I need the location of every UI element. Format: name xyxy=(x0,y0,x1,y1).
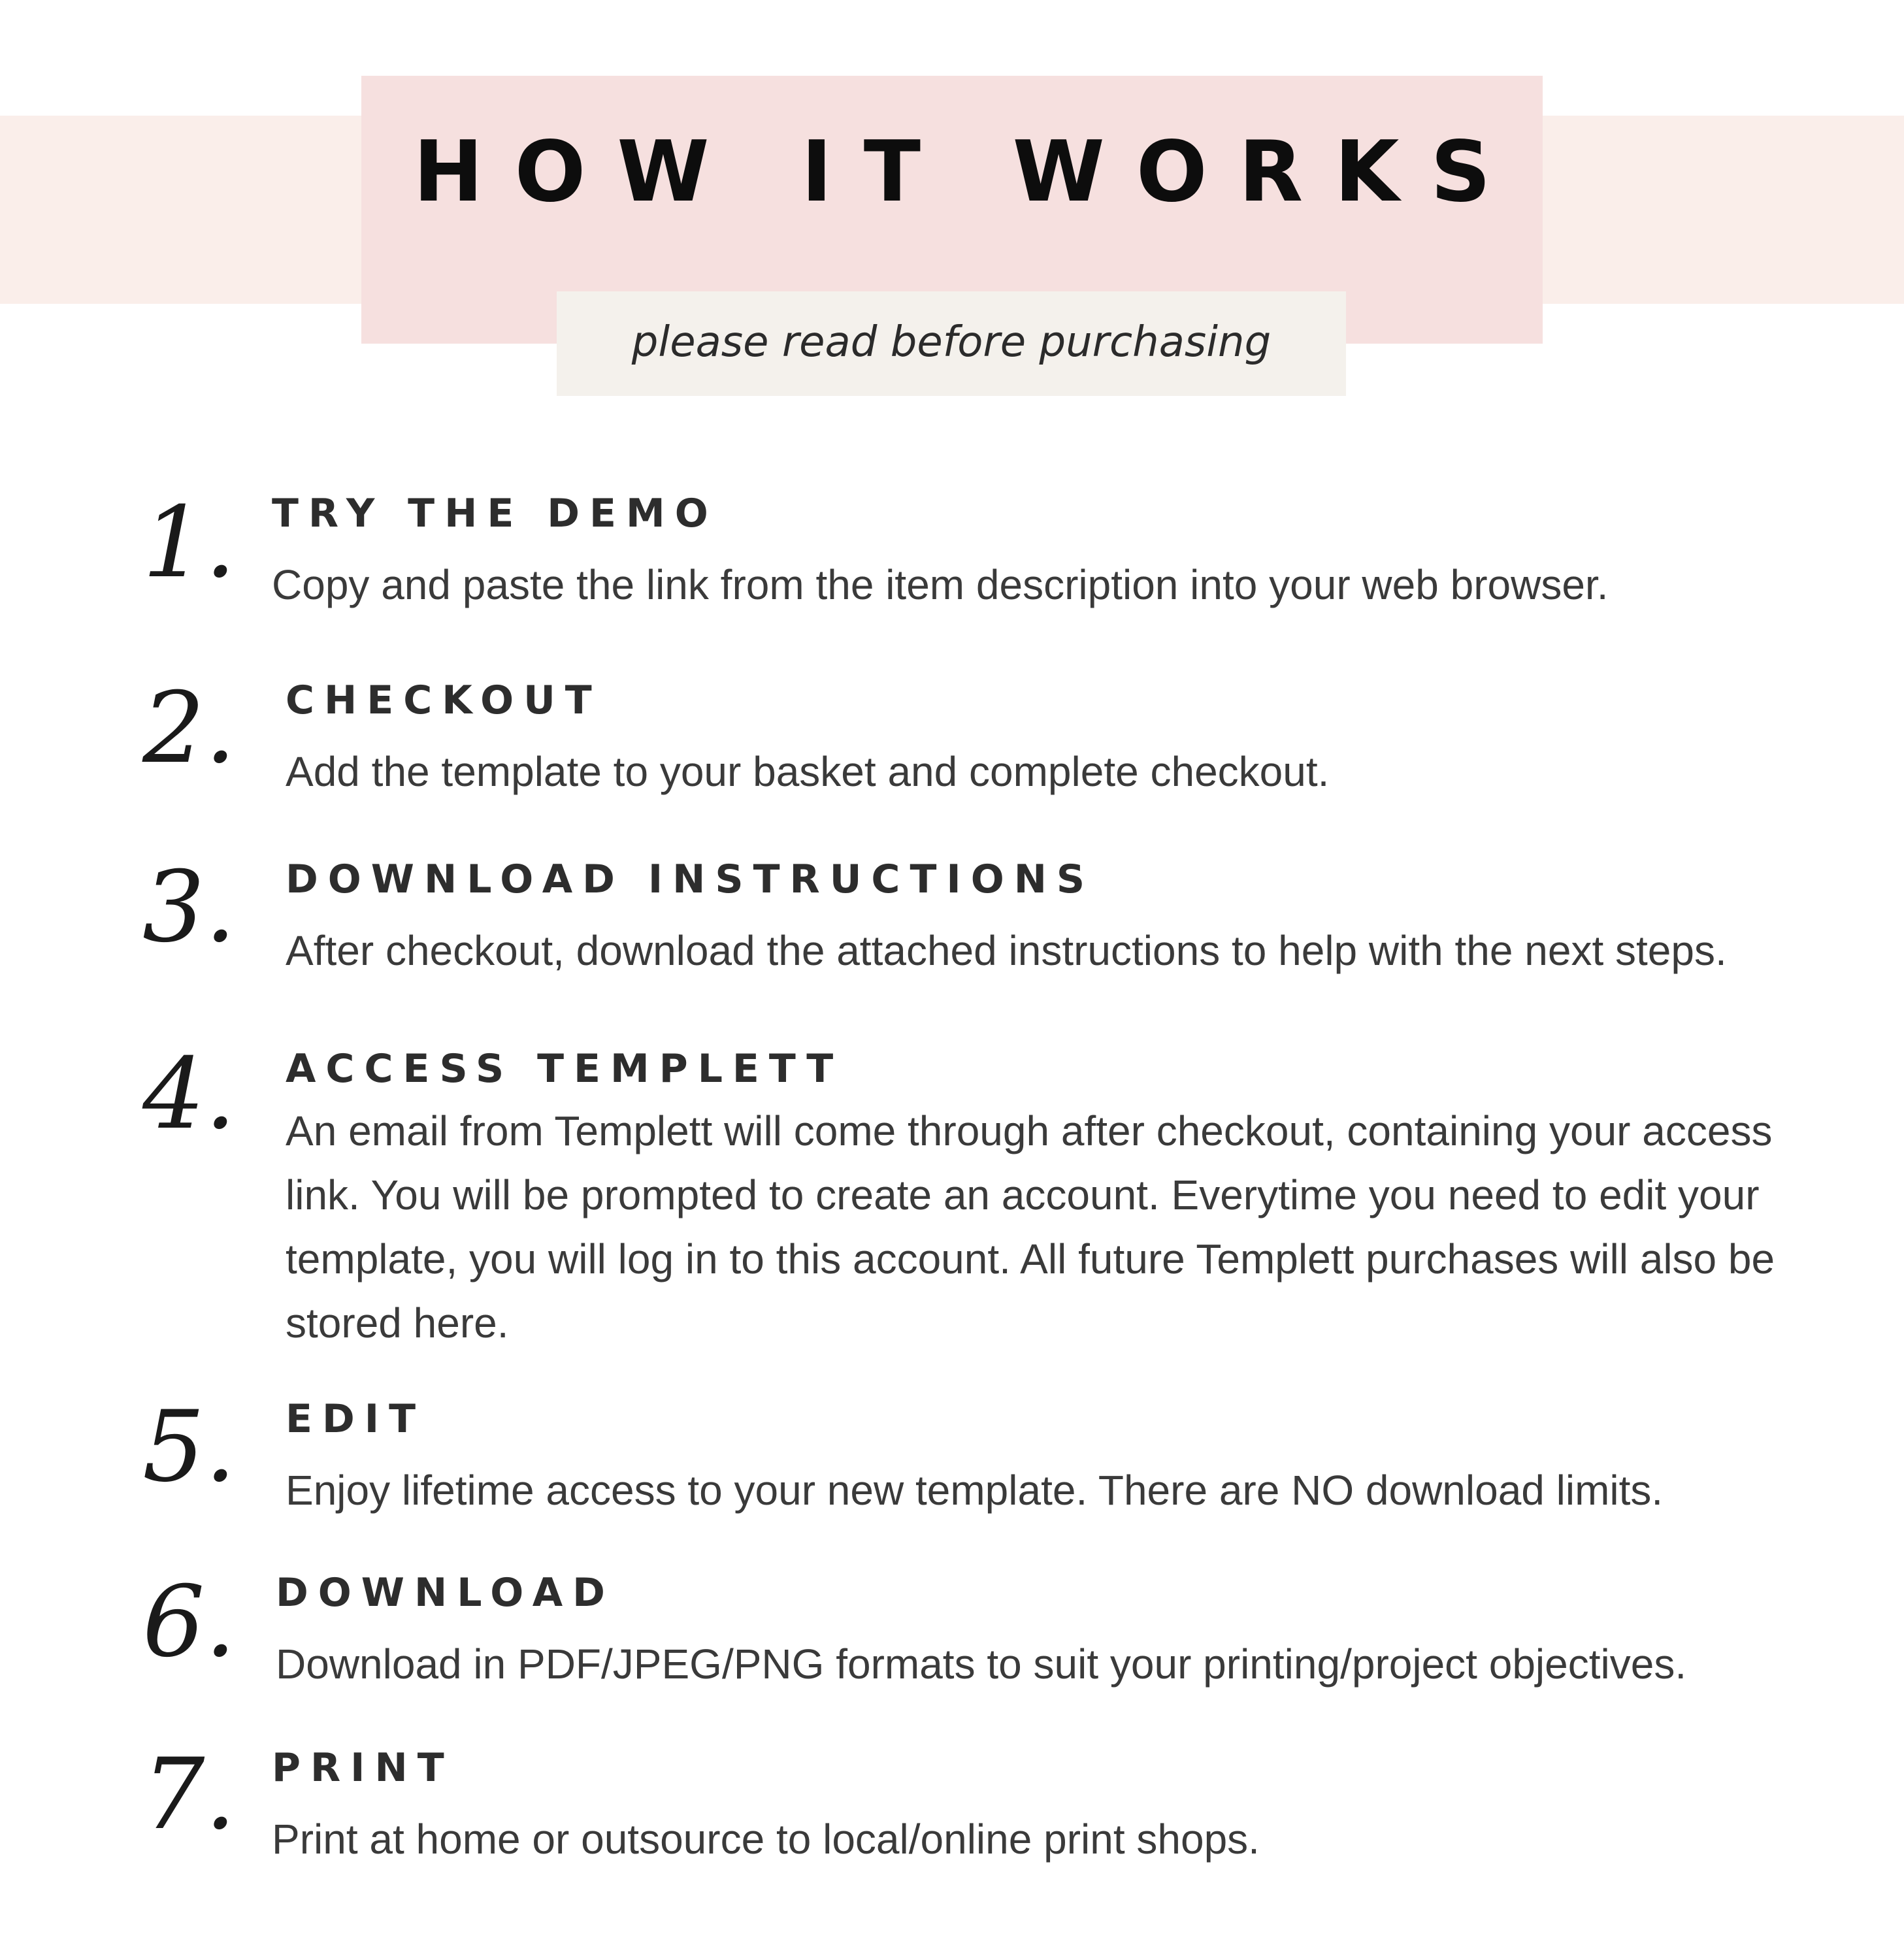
page-title: HOW IT WORKS xyxy=(413,123,1522,221)
step-heading: PRINT xyxy=(272,1745,454,1791)
step-description: Enjoy lifetime access to your new template. There are NO download limits. xyxy=(286,1467,1664,1514)
step-heading: DOWNLOAD INSTRUCTIONS xyxy=(286,857,1095,902)
page-subtitle: please read before purchasing xyxy=(631,318,1272,367)
step-heading: TRY THE DEMO xyxy=(272,491,718,536)
step-description: Add the template to your basket and complete checkout. xyxy=(286,748,1330,795)
step-heading: ACCESS TEMPLETT xyxy=(286,1046,844,1092)
step-description: Download in PDF/JPEG/PNG formats to suit your printing/project objectives. xyxy=(276,1641,1687,1688)
step-number: 7. xyxy=(142,1738,237,1852)
step-description: After checkout, download the attached instructions to help with the next steps. xyxy=(286,927,1727,974)
step-heading: DOWNLOAD xyxy=(276,1570,615,1616)
step-number: 6. xyxy=(142,1565,237,1679)
step-description: An email from Templett will come through after checkout, containing your access link. You will be prompted to create an account. Everytime you need to edit your template, you will log in to this account. All future Templett purchases will also be stored here. xyxy=(286,1107,1775,1347)
step-description: Copy and paste the link from the item description into your web browser. xyxy=(272,561,1609,608)
step-number: 1. xyxy=(142,486,237,600)
step-description: Print at home or outsource to local/online print shops. xyxy=(272,1816,1260,1863)
step-heading: EDIT xyxy=(286,1396,426,1442)
step-number: 2. xyxy=(142,672,237,785)
step-number: 5. xyxy=(142,1390,237,1504)
step-number: 3. xyxy=(142,851,237,964)
step-number: 4. xyxy=(142,1037,237,1151)
step-heading: CHECKOUT xyxy=(286,678,602,723)
